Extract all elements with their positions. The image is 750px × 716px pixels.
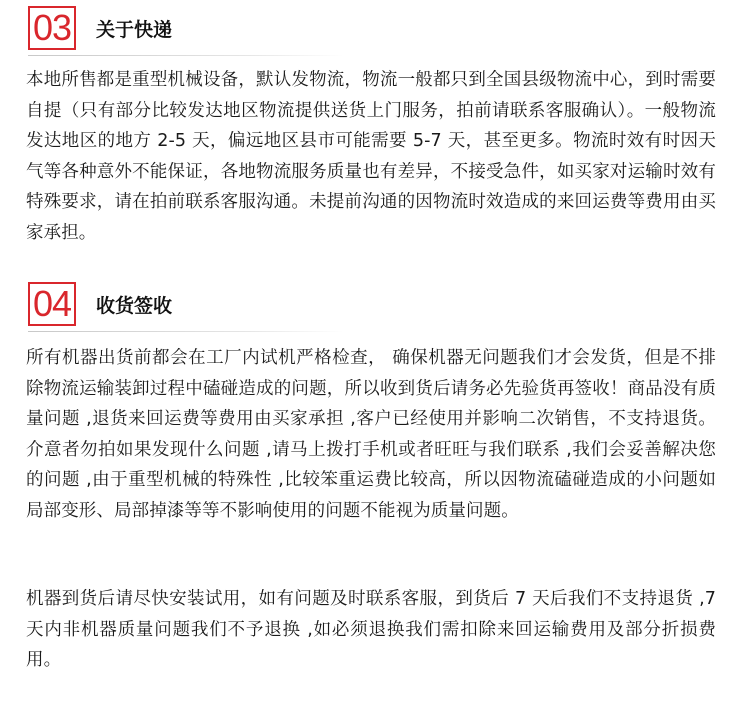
section-paragraph: 机器到货后请尽快安装试用，如有问题及时联系客服，到货后 7 天后我们不支持退货 ,7 天内非机器质量问题我们不予退换 ,如必须退换我们需扣除来回运输费用及部分折损费用。 — [26, 589, 716, 670]
section-header — [28, 280, 172, 328]
section-title: 收货签收 — [96, 294, 173, 317]
section-paragraph: 所有机器出货前都会在工厂内试机严格检查， 确保机器无问题我们才会发货，但是不排除物流运输装卸过程中磕碰造成的问题，所以收到货后请务必先验货再签收！商品没有质量问题 ,退货来回运费等费用由买家承担 ,客户已经使用并影响二次销售，不支持退货。介意者勿拍如果发现什么问题 ,请马上拨打手机或者旺旺与我们联系 ,我们会妥善解决您的问题 ,由于重型机械的特殊性 ,比较笨重运费比较高，所以因物流磕碰造成的小问题如局部变形、局部掉漆等等不影响使用的问题不能视为质量问题。 — [26, 348, 716, 521]
section-number-badge: 03 — [28, 6, 76, 50]
section-divider — [28, 55, 344, 56]
section-header — [28, 4, 172, 52]
section-divider — [28, 331, 344, 332]
section-title: 关于快递 — [96, 18, 173, 41]
section-number-badge: 04 — [28, 282, 76, 326]
section-paragraph: 本地所售都是重型机械设备，默认发物流，物流一般都只到全国县级物流中心，到时需要自提（只有部分比较发达地区物流提供送货上门服务，拍前请联系客服确认）。一般物流发达地区的地方 2-5 天，偏远地区县市可能需要 5-7 天，甚至更多。物流时效有时因天气等各种意外不能保证，各地物流服务质量也有差异，不接受急件，如买家对运输时效有特殊要求，请在拍前联系客服沟通。未提前沟通的因物流时效造成的来回运费等费用由买家承担。 — [26, 70, 716, 243]
